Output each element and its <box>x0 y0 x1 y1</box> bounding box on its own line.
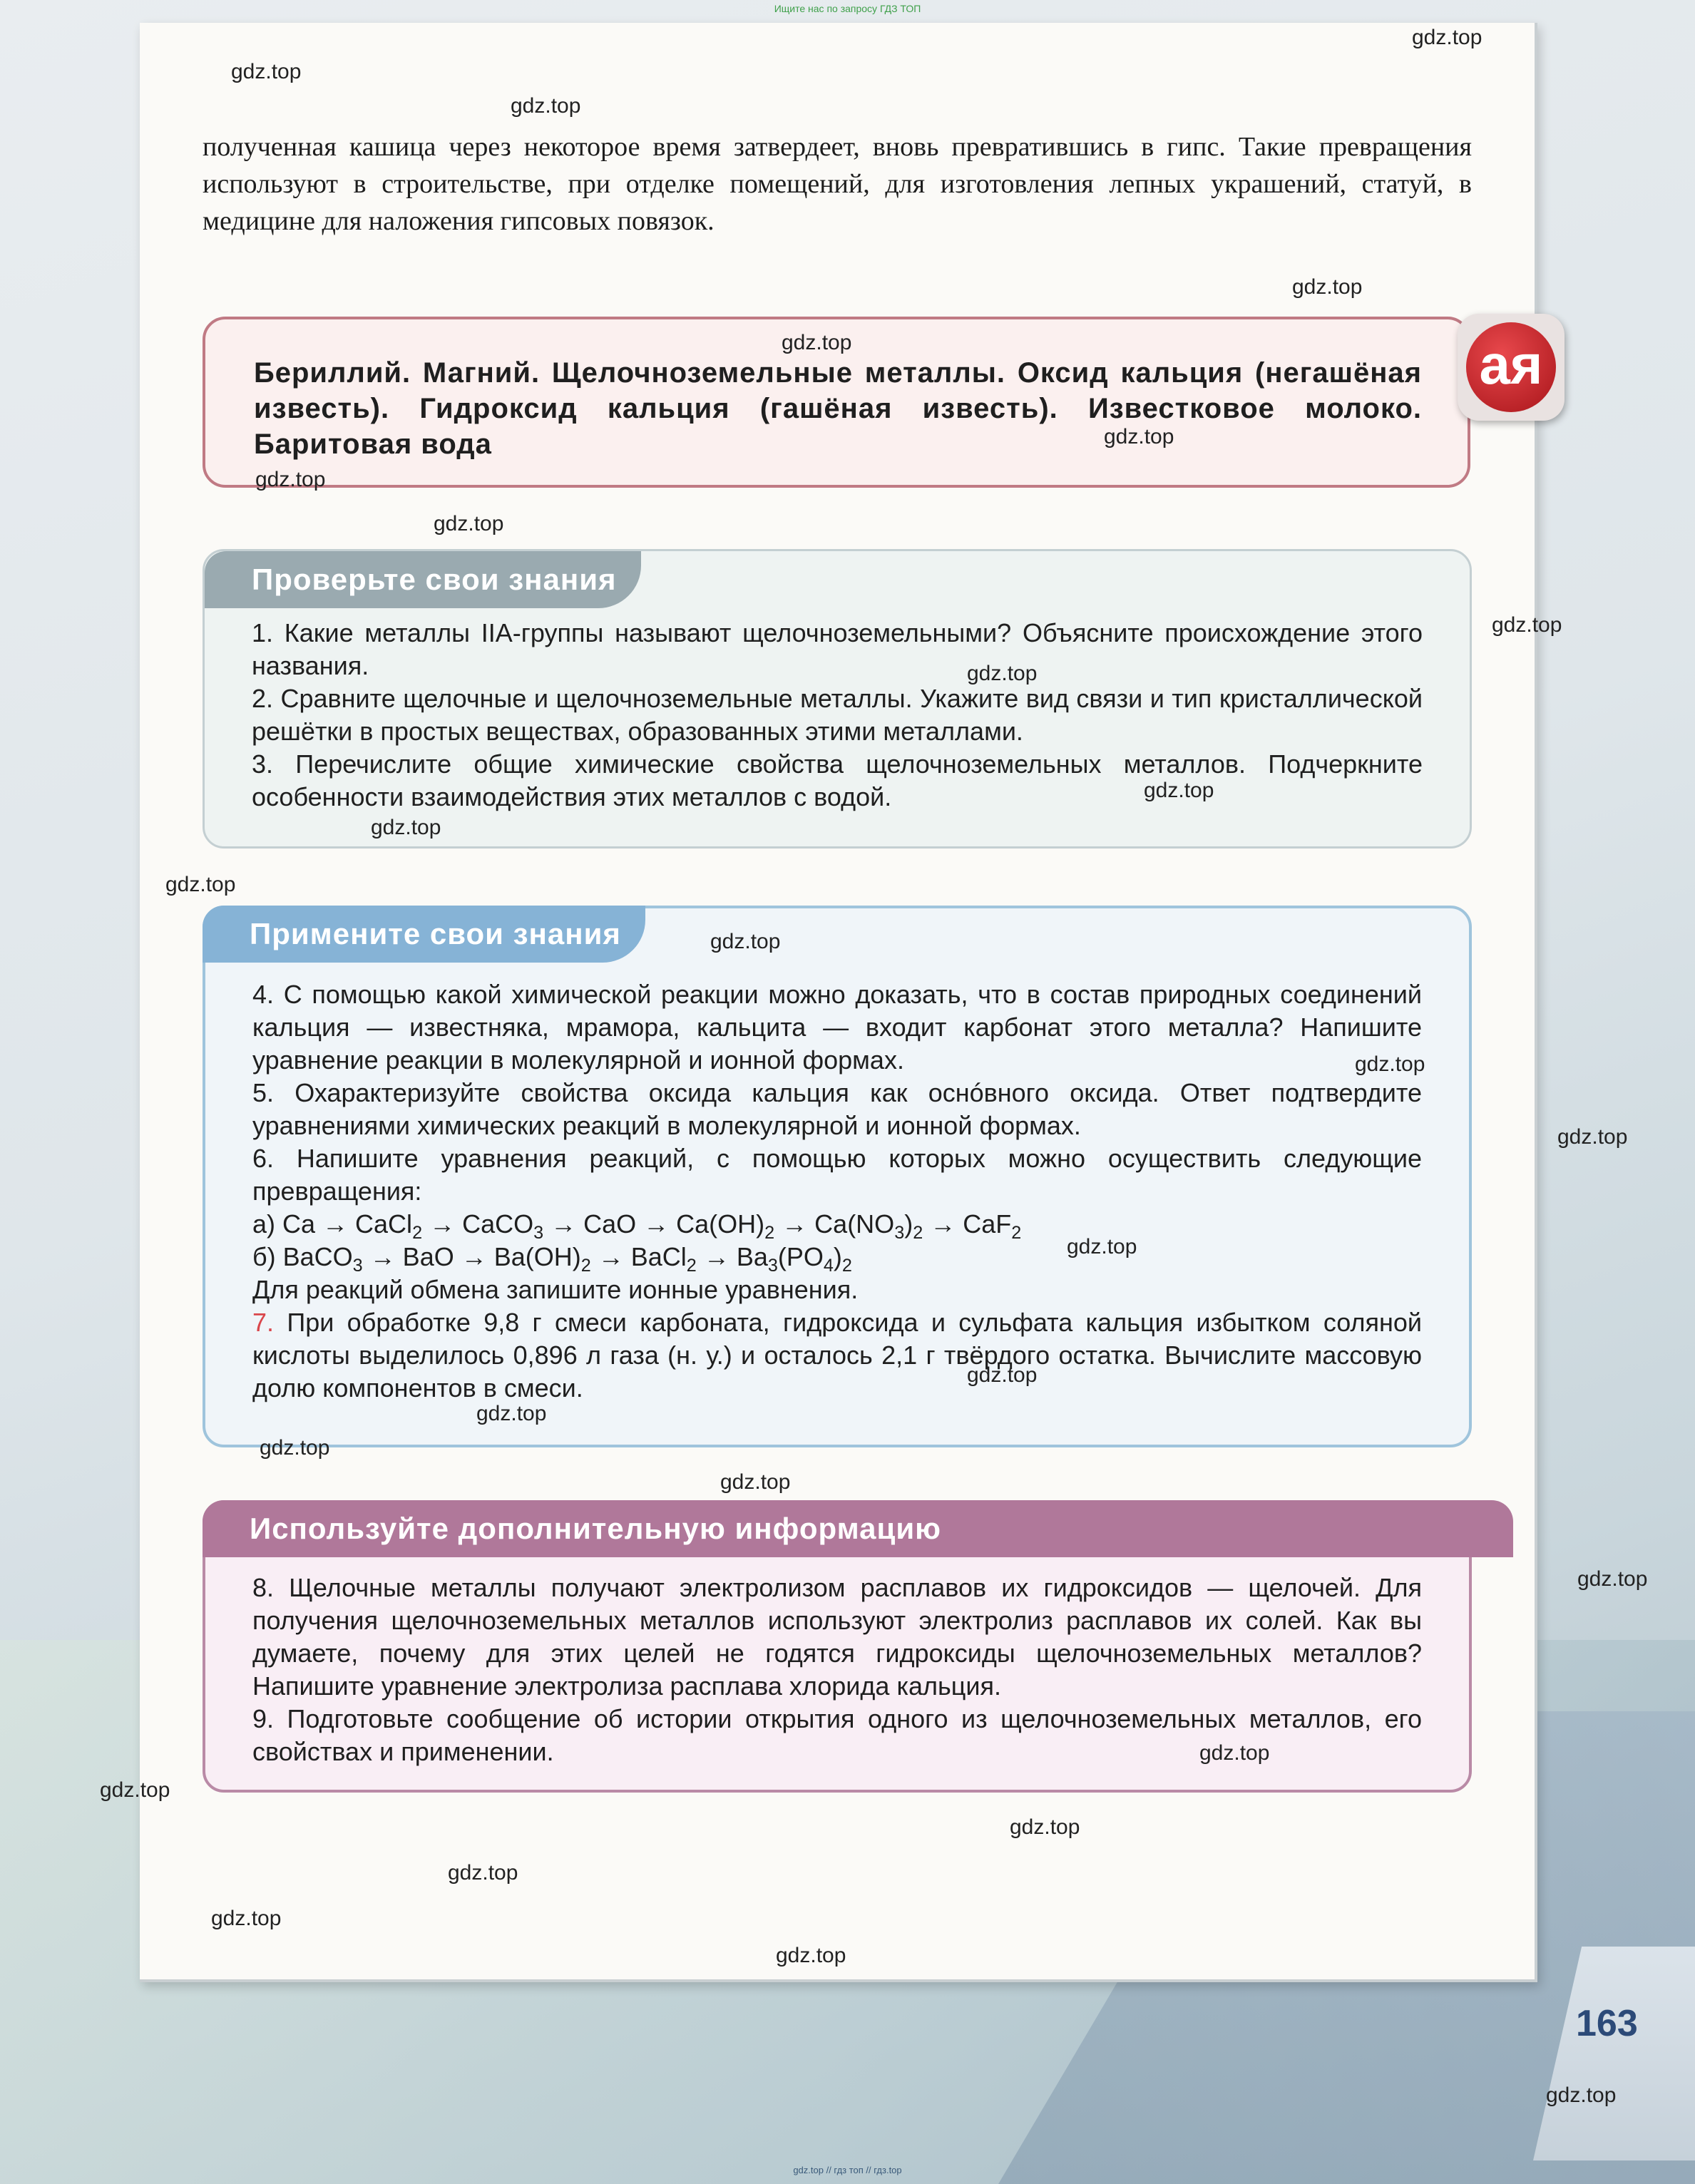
watermark: gdz.top <box>782 331 852 354</box>
watermark: gdz.top <box>231 60 302 83</box>
intro-paragraph: полученная кашица через некоторое время затвердеет, вновь превратившись в гипс. Такие превращения используют в строительстве, при отделке помещений, для изготовления лепных украшений, статуй, в медицине для наложения гипсовых повязок. <box>203 132 1472 236</box>
question-6-note: Для реакций обмена запишите ионные уравнения. <box>252 1275 859 1304</box>
watermark: gdz.top <box>165 873 236 896</box>
footer-note: gdz.top // гдз топ // гдз.top <box>793 2165 902 2175</box>
apply-knowledge-questions <box>252 978 1422 1405</box>
az-icon: ая <box>1466 322 1556 412</box>
question-9: 9. Подготовьте сообщение об истории открытия одного из щелочноземельных металлов, его свойствах и применении. <box>252 1704 1422 1766</box>
watermark: gdz.top <box>1355 1052 1425 1076</box>
watermark: gdz.top <box>1577 1567 1648 1591</box>
watermark: gdz.top <box>371 816 441 839</box>
watermark: gdz.top <box>260 1436 330 1460</box>
watermark: gdz.top <box>100 1778 170 1802</box>
question-3: 3. Перечислите общие химические свойства щелочноземельных металлов. Подчеркните особенности взаимодействия этих металлов с водой. <box>252 749 1423 811</box>
question-8: 8. Щелочные металлы получают электролизом расплавов их гидроксидов — щелочей. Для получения щелочноземельных металлов используют электролиз расплавов их солей. Как вы думаете, почему для этих целей не годятся гидроксиды щелочноземельных металлов? Напишите уравнение электролиза расплава хлорида кальция. <box>252 1573 1422 1701</box>
question-2: 2. Сравните щелочные и щелочноземельные металлы. Укажите вид связи и тип кристаллической решётки в простых веществах, образованных этими металлами. <box>252 684 1423 746</box>
watermark: gdz.top <box>448 1861 518 1885</box>
chain-b: б) BaCO$_3$ → BaO → $Ba(OH)_2$ → BaCl$_2$ → $Ba_3(PO_4)_2$ <box>252 1242 852 1276</box>
key-terms-badge <box>1458 314 1565 421</box>
check-knowledge-title: Проверьте свои знания <box>205 551 641 608</box>
check-knowledge-section <box>203 549 1472 849</box>
question-5: 5. Охарактеризуйте свойства оксида кальция как оснóвного оксида. Ответ подтвердите уравнениями химических реакций в молекулярной и ионной формах. <box>252 1078 1422 1140</box>
watermark: gdz.top <box>1199 1741 1270 1765</box>
page-number: 163 <box>1576 2003 1638 2044</box>
watermark: gdz.top <box>1492 613 1562 637</box>
watermark: gdz.top <box>211 1907 282 1930</box>
watermark: gdz.top <box>476 1402 547 1425</box>
question-6: 6. Напишите уравнения реакций, с помощью которых можно осуществить следующие превращения: <box>252 1144 1422 1206</box>
check-knowledge-questions <box>252 617 1423 814</box>
header-note: Ищите нас по запросу ГДЗ ТОП <box>774 3 921 14</box>
chain-a: а) Ca → CaCl$_2$ → CaCO$_3$ → CaO → $Ca(OH)_2 \to Ca(NO_3)_2 \to CaF_2$ <box>252 1209 1022 1243</box>
watermark: gdz.top <box>434 512 504 535</box>
apply-knowledge-section <box>203 906 1472 1447</box>
extra-info-title: Используйте дополнительную информацию <box>203 1500 1513 1557</box>
watermark: gdz.top <box>1557 1125 1628 1149</box>
apply-knowledge-title: Примените свои знания <box>203 906 645 963</box>
watermark: gdz.top <box>1144 779 1214 802</box>
key-terms-text: Бериллий. Магний. Щелочноземельные металлы. Оксид кальция (негашёная известь). Гидроксид кальция (гашёная известь). Известковое молоко. Баритовая вода <box>254 357 1422 460</box>
watermark: gdz.top <box>511 94 581 118</box>
watermark: gdz.top <box>720 1470 791 1494</box>
watermark: gdz.top <box>255 468 326 491</box>
question-4: 4. С помощью какой химической реакции можно доказать, что в состав природных соединений кальция — известняка, мрамора, кальцита — входит карбонат этого металла? Напишите уравнение реакции в молекулярной и ионной формах. <box>252 980 1422 1075</box>
watermark: gdz.top <box>1104 425 1174 448</box>
watermark: gdz.top <box>1010 1815 1080 1839</box>
watermark: gdz.top <box>1412 26 1483 49</box>
question-7: 7. При обработке 9,8 г смеси карбоната, гидроксида и сульфата кальция избытком соляной кислоты выделилось 0,896 л газа (н. у.) и осталось 2,1 г твёрдого остатка. Вычислите массовую долю компонентов в смеси. <box>252 1308 1422 1403</box>
extra-info-questions <box>252 1572 1422 1768</box>
watermark: gdz.top <box>776 1944 846 1967</box>
watermark: gdz.top <box>967 1363 1038 1387</box>
watermark: gdz.top <box>1292 275 1363 299</box>
extra-info-section <box>203 1500 1472 1793</box>
watermark: gdz.top <box>1546 2083 1617 2107</box>
question-1: 1. Какие металлы IIA-группы называют щелочноземельными? Объясните происхождение этого названия. <box>252 618 1423 680</box>
question-7-number: 7. <box>252 1308 275 1337</box>
watermark: gdz.top <box>1067 1235 1137 1258</box>
watermark: gdz.top <box>710 930 781 953</box>
watermark: gdz.top <box>967 662 1038 685</box>
